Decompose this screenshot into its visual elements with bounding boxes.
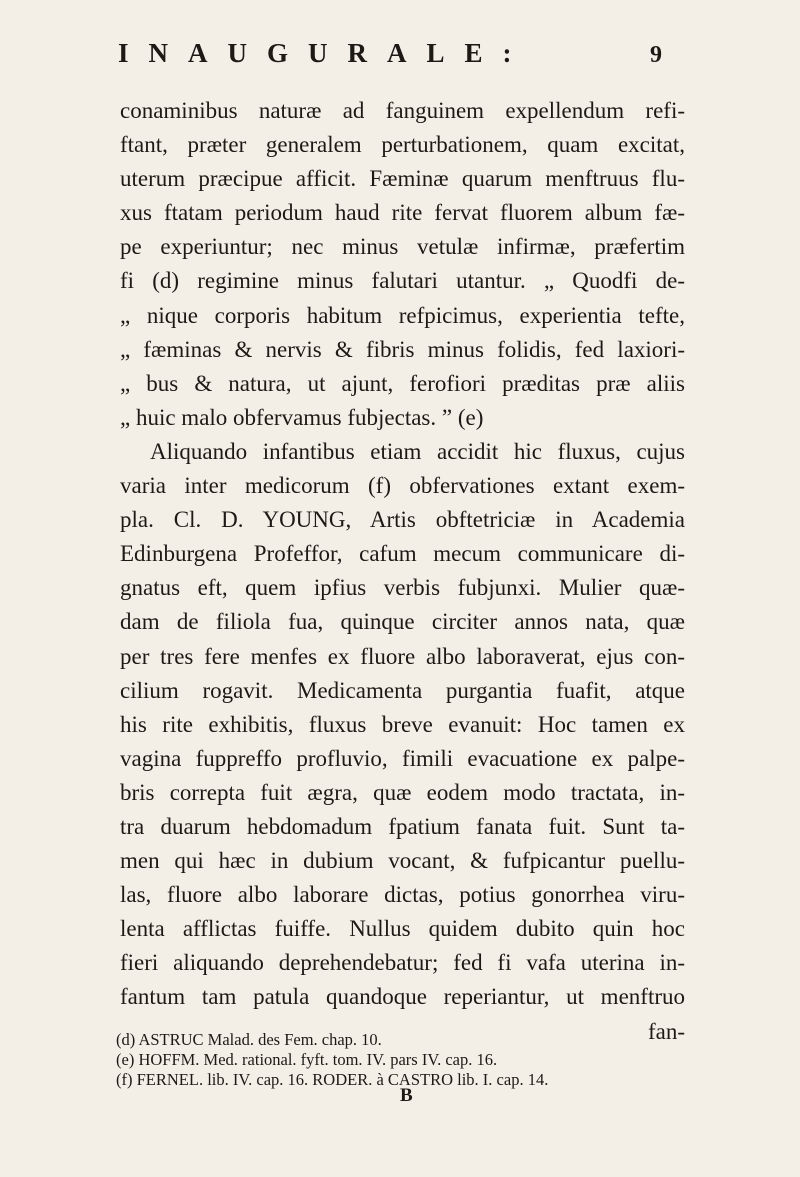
text-line: Edinburgena Profeffor, cafum mecum communicare di- bbox=[120, 541, 685, 567]
signature-mark: B bbox=[400, 1085, 413, 1106]
text-line: xus ftatam periodum haud rite fervat fluorem album fæ- bbox=[120, 200, 685, 226]
text-line: „ bus & natura, ut ajunt, ferofiori præditas præ aliis bbox=[120, 370, 685, 396]
text-line: „ huic malo obfervamus fubjectas. ” (e) bbox=[120, 404, 484, 430]
text-line: his rite exhibitis, fluxus breve evanuit: Hoc tamen ex bbox=[120, 711, 685, 737]
text-line: tra duarum hebdomadum fpatium fanata fuit. Sunt ta- bbox=[120, 813, 685, 839]
text-line: ftant, præter generalem perturbationem, quam excitat, bbox=[120, 132, 685, 158]
text-line: fantum tam patula quandoque reperiantur, ut menftruo bbox=[120, 984, 685, 1010]
footnote: (e) HOFFM. Med. rational. fyft. tom. IV. pars IV. cap. 16. bbox=[116, 1050, 498, 1069]
text-line: las, fluore albo laborare dictas, potius gonorrhea viru- bbox=[120, 882, 685, 908]
text-line: fi (d) regimine minus falutari utantur. „ Quodfi de- bbox=[120, 268, 685, 294]
text-line: lenta afflictas fuiffe. Nullus quidem dubito quin hoc bbox=[120, 916, 685, 942]
text-line: Aliquando infantibus etiam accidit hic fluxus, cujus bbox=[150, 438, 685, 464]
text-line: „ nique corporis habitum refpicimus, experientia tefte, bbox=[120, 302, 685, 328]
text-line: varia inter medicorum (f) obfervationes extant exem- bbox=[120, 473, 685, 499]
footnote: (d) ASTRUC Malad. des Fem. chap. 10. bbox=[116, 1030, 382, 1049]
text-line: bris correpta fuit ægra, quæ eodem modo tractata, in- bbox=[120, 779, 685, 805]
text-line: cilium rogavit. Medicamenta purgantia fuafit, atque bbox=[120, 677, 685, 703]
catchword: fan- bbox=[647, 1018, 685, 1044]
text-line: fieri aliquando deprehendebatur; fed fi vafa uterina in- bbox=[120, 950, 685, 976]
text-line: „ fæminas & nervis & fibris minus folidis, fed laxiori- bbox=[120, 336, 685, 362]
text-line: vagina fuppreffo profluvio, fimili evacuatione ex palpe- bbox=[120, 745, 685, 771]
body-text bbox=[120, 94, 685, 1049]
text-line: gnatus eft, quem ipfius verbis fubjunxi. Mulier quæ- bbox=[120, 575, 685, 601]
footnote: (f) FERNEL. lib. IV. cap. 16. RODER. à CASTRO lib. I. cap. 14. bbox=[116, 1070, 549, 1089]
text-line: uterum præcipue afficit. Fæminæ quarum menftruus flu- bbox=[120, 166, 685, 192]
text-line: pla. Cl. D. YOUNG, Artis obftetriciæ in Academia bbox=[120, 507, 685, 533]
text-line: per tres fere menfes ex fluore albo laboraverat, ejus con- bbox=[120, 643, 685, 669]
text-line: men qui hæc in dubium vocant, & fufpicantur puellu- bbox=[120, 848, 685, 874]
footnotes bbox=[116, 1030, 696, 1090]
text-line: dam de filiola fua, quinque circiter annos nata, quæ bbox=[120, 609, 685, 635]
text-line: pe experiuntur; nec minus vetulæ infirmæ, præfertim bbox=[120, 234, 685, 260]
running-head: INAUGURALE: bbox=[118, 38, 532, 68]
page-number: 9 bbox=[650, 42, 662, 68]
text-line: conaminibus naturæ ad fanguinem expellendum refi- bbox=[120, 98, 685, 123]
